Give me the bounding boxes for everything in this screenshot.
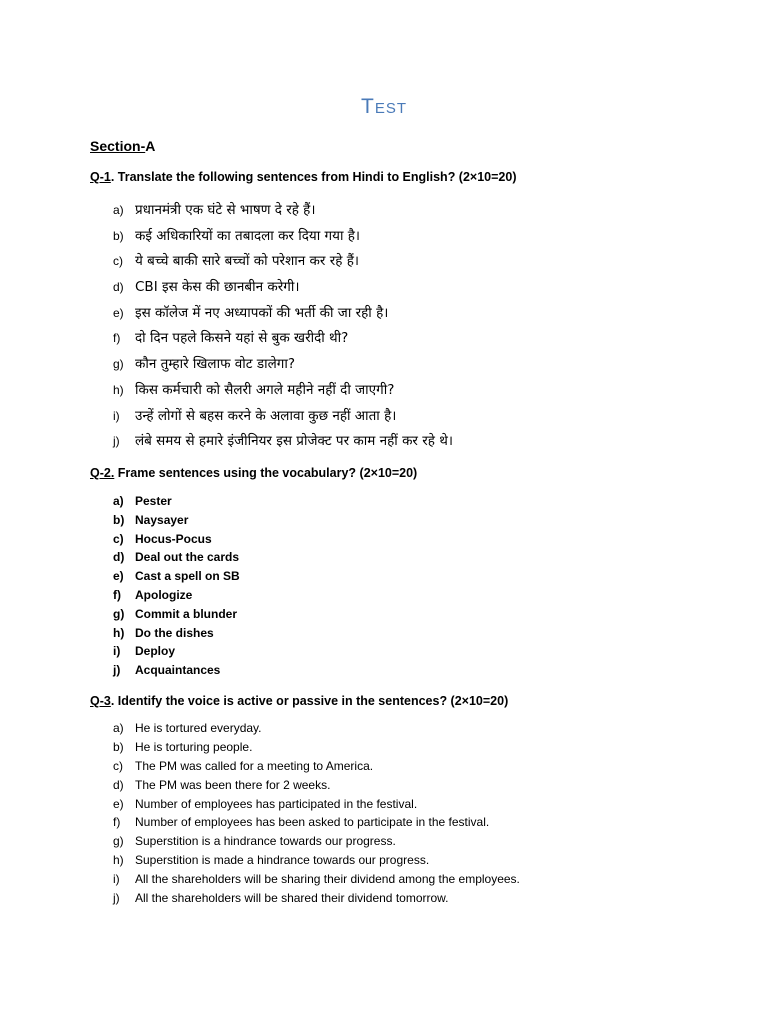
list-item-text: लंबे समय से हमारे इंजीनियर इस प्रोजेक्ट पर काम नहीं कर रहे थे। [135,433,453,450]
list-item-text: All the shareholders will be sharing their dividend among the employees. [135,872,520,887]
list-item-text: He is tortured everyday. [135,721,262,735]
list-item-letter: e) [113,796,124,811]
list-item-text: Deploy [135,644,176,659]
list-item-text: कई अधिकारियों का तबादला कर दिया गया है। [135,227,361,244]
list-item [113,200,453,226]
list-item-text: Number of employees has participated in the festival. [135,796,418,811]
list-item [113,303,453,329]
list-item-letter: c) [113,254,123,269]
list-item [113,834,520,853]
list-item-letter: j) [113,663,121,678]
list-item [113,797,520,816]
list-item [113,380,453,406]
list-item [113,226,453,252]
list-item-text: Apologize [135,587,193,602]
question-1-heading [90,170,516,184]
list-item-text: He is torturing people. [135,739,253,754]
list-item-letter: d) [113,777,124,792]
list-item-text: Hocus-Pocus [135,531,212,546]
list-item [113,815,520,834]
list-item-letter: g) [113,357,124,372]
list-item-letter: j) [113,891,120,906]
list-item-text: Commit a blunder [135,606,238,621]
list-item [113,532,240,551]
section-heading [90,138,155,154]
page-title: Test [361,95,407,118]
question-2-number: Q-2. [90,466,115,480]
list-item [113,626,240,645]
section-prefix: Section- [90,138,146,154]
list-item [113,607,240,626]
list-item [113,759,520,778]
list-item [113,550,240,569]
list-item-letter: d) [113,550,125,565]
list-item-letter: h) [113,853,124,868]
list-item [113,569,240,588]
list-item-letter: b) [113,228,124,243]
list-item-letter: i) [113,644,121,659]
list-item-text: Cast a spell on SB [135,569,240,584]
list-item [113,277,453,303]
question-3-heading [90,694,508,708]
question-3-list [113,721,520,910]
list-item [113,853,520,872]
list-item [113,513,240,532]
list-item-text: दो दिन पहले किसने यहां से बुक खरीदी थी? [135,330,349,347]
list-item-letter: a) [113,494,124,508]
list-item-text: Pester [135,494,172,508]
list-item [113,721,520,740]
list-item [113,251,453,277]
list-item-text: Acquaintances [135,663,221,678]
list-item [113,588,240,607]
list-item-letter: f) [113,587,121,602]
question-2-heading [90,466,417,480]
list-item-text: उन्हें लोगों से बहस करने के अलावा कुछ नहीं आता है। [135,407,397,424]
section-letter: A [145,138,156,154]
list-item [113,872,520,891]
list-item [113,431,453,457]
list-item-letter: h) [113,382,124,397]
list-item-text: Naysayer [135,512,189,527]
question-1-list [113,200,453,457]
list-item-text: Number of employees has been asked to participate in the festival. [135,815,490,830]
list-item-text: The PM was been there for 2 weeks. [135,777,331,792]
list-item [113,740,520,759]
list-item [113,663,240,682]
list-item [113,406,453,432]
list-item-letter: e) [113,569,124,584]
list-item-letter: g) [113,834,124,849]
list-item [113,644,240,663]
question-3-text: . Identify the voice is active or passive in the sentences? (2×10=20) [110,694,509,708]
question-2-text: Frame sentences using the vocabulary? (2×10=20) [114,466,418,480]
list-item-text: Do the dishes [135,625,214,640]
list-item-letter: a) [113,203,124,217]
list-item-letter: i) [113,408,120,423]
list-item-text: प्रधानमंत्री एक घंटे से भाषण दे रहे हैं। [135,202,316,218]
question-2-list [113,494,240,682]
list-item-text: Superstition is made a hindrance towards our progress. [135,853,430,868]
list-item-letter: j) [113,434,120,449]
list-item-letter: b) [113,512,125,527]
list-item-text: इस कॉलेज में नए अध्यापकों की भर्ती की जा रही है। [135,304,389,321]
question-3-number: Q-3 [90,694,111,708]
list-item-letter: a) [113,721,124,735]
list-item [113,494,240,513]
list-item-letter: c) [113,758,123,773]
list-item-text: कौन तुम्हारे खिलाफ वोट डालेगा? [135,356,296,373]
list-item-text: ये बच्चे बाकी सारे बच्चों को परेशान कर रहे हैं। [135,253,359,270]
list-item-text: CBI इस केस की छानबीन करेगी। [135,279,300,296]
list-item [113,354,453,380]
list-item-letter: i) [113,872,120,887]
list-item-letter: d) [113,280,124,295]
list-item [113,891,520,910]
list-item-letter: h) [113,625,125,640]
list-item [113,328,453,354]
question-1-text: . Translate the following sentences from Hindi to English? (2×10=20) [110,170,517,184]
list-item-letter: g) [113,606,125,621]
list-item-text: Deal out the cards [135,550,240,565]
list-item-letter: e) [113,305,124,320]
list-item-text: किस कर्मचारी को सैलरी अगले महीने नहीं दी जाएगी? [135,381,395,398]
list-item-text: Superstition is a hindrance towards our progress. [135,834,396,849]
list-item [113,778,520,797]
list-item-text: The PM was called for a meeting to America. [135,758,374,773]
list-item-letter: b) [113,739,124,754]
list-item-letter: c) [113,531,124,546]
list-item-text: All the shareholders will be shared their dividend tomorrow. [135,891,449,906]
list-item-letter: f) [113,815,121,830]
list-item-letter: f) [113,331,121,346]
question-1-number: Q-1 [90,170,111,184]
